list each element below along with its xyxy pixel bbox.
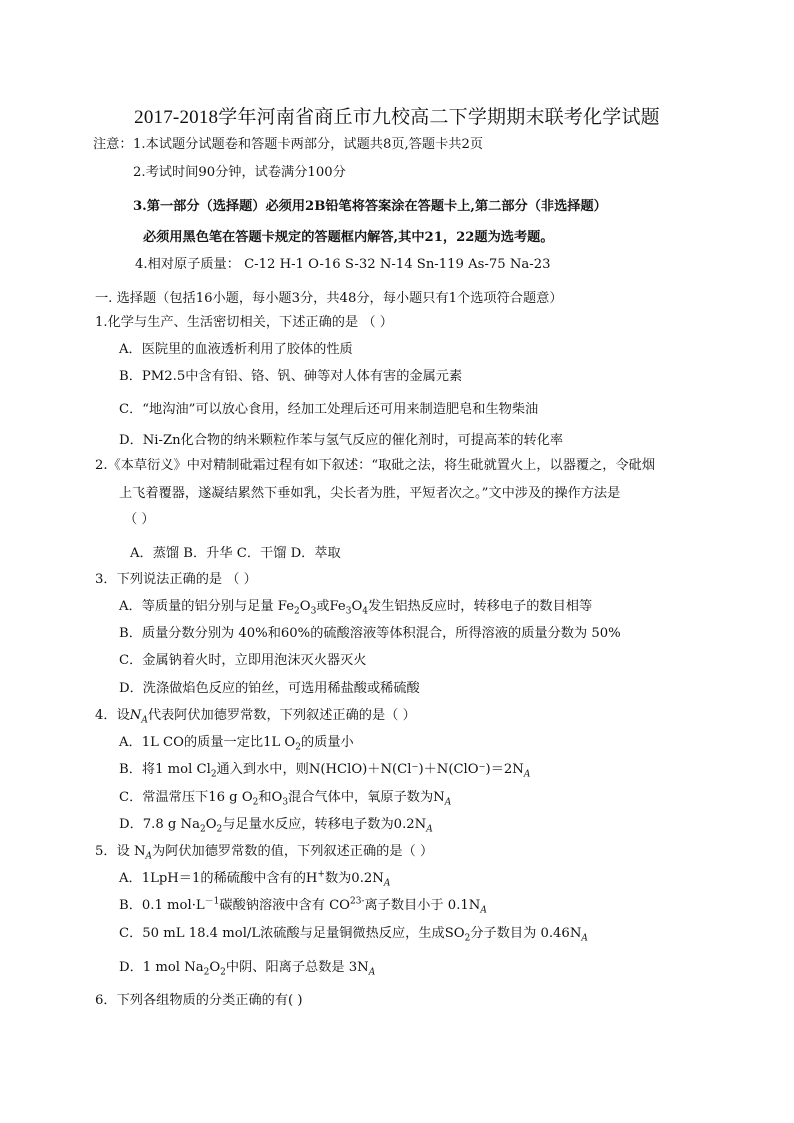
- question-1-stem: 1.化学与生产、生活密切相关，下述正确的是 （ ）: [95, 315, 393, 330]
- question-3-option-a: A．等质量的铝分别与足量 $Fe_2O_3$或$Fe_3O_4$发生铝热反应时，转移电子的数目相等: [119, 599, 593, 617]
- question-1-option-d: D．Ni-Zn化合物的纳米颗粒作苯与氢气反应的催化剂时，可提高苯的转化率: [119, 433, 564, 448]
- question-4-stem: 4．设$N_A$代表阿伏加德罗常数，下列叙述正确的是（ ）: [95, 708, 416, 726]
- question-5-option-b: B．0.1 $mol\cdot L^{-1}$碳酸钠溶液中含有 $CO^{23-}$离子数目小于 $0.1N_A$: [119, 896, 487, 916]
- section-heading: 一. 选择题（包括16小题，每小题3分，共48分，每小题只有1个选项符合题意）: [95, 291, 563, 306]
- page-title: 2017-2018学年河南省商丘市九校高二下学期期末联考化学试题: [134, 107, 660, 128]
- question-4-option-b: B．将1 mol $Cl_2$通入到水中，则$N(HClO)+N(Cl^-)+N(ClO^-)=2N_A$: [119, 762, 531, 780]
- question-5-option-c: C．50 mL 18.4 mol/L浓硫酸与足量铜微热反应，生成$SO_2$分子数目为 $0.46N_A$: [119, 926, 588, 944]
- question-3-option-b: B．质量分数分别为 40%和60%的硫酸溶液等体积混合，所得溶液的质量分数为 50%: [119, 626, 621, 641]
- note-3a: 3.第一部分（选择题）必须用2B铅笔将答案涂在答题卡上,第二部分（非选择题）: [133, 199, 607, 214]
- question-3-option-d: D．洗涤做焰色反应的铂丝，可选用稀盐酸或稀硫酸: [119, 681, 420, 696]
- question-5-stem: 5．设 $N_A$为阿伏加德罗常数的值，下列叙述正确的是（ ）: [95, 844, 434, 862]
- question-2-options: A．蒸馏 B．升华 C．干馏 D．萃取: [130, 546, 341, 561]
- question-3-option-c: C．金属钠着火时，立即用泡沫灭火器灭火: [119, 653, 367, 668]
- question-3-stem: 3．下列说法正确的是 （ ）: [95, 572, 257, 587]
- question-1-option-a: A．医院里的血液透析利用了胶体的性质: [119, 342, 353, 357]
- note-1: 1.本试题分试题卷和答题卡两部分，试题共8页,答题卡共2页: [133, 137, 484, 152]
- notes-label: 注意：: [93, 137, 133, 152]
- question-4-option-a: A．1L CO的质量一定比1L $O_2$的质量小: [119, 735, 354, 753]
- question-6-stem: 6．下列各组物质的分类正确的有( ): [95, 993, 303, 1008]
- question-1-option-b: B．PM2.5中含有铅、铬、钒、砷等对人体有害的金属元素: [119, 369, 463, 384]
- note-3b: 必须用黑色笔在答题卡规定的答题框内解答,其中21，22题为选考题。: [143, 230, 554, 245]
- question-2-stem-3: （ ）: [124, 512, 155, 527]
- question-5-option-a: A．1LpH＝1的稀硫酸中含有的H+数为$0.2N_A$: [119, 869, 391, 889]
- question-2-stem-1: 2.《本草衍义》中对精制砒霜过程有如下叙述：“取砒之法，将生砒就置火上，以器覆之，令砒烟: [95, 458, 656, 473]
- note-2: 2.考试时间90分钟，试卷满分100分: [133, 165, 346, 180]
- question-1-option-c: C．“地沟油”可以放心食用，经加工处理后还可用来制造肥皂和生物柴油: [119, 402, 539, 417]
- question-2-stem-2: 上飞着覆器，遂凝结累然下垂如乳，尖长者为胜，平短者次之。”文中涉及的操作方法是: [119, 486, 621, 501]
- note-4: 4.相对原子质量： C-12 H-1 O-16 S-32 N-14 Sn-119 As-75 Na-23: [135, 257, 551, 272]
- question-4-option-c: C．常温常压下16 g $O_2$和$O_3$混合气体中，氧原子数为$N_A$: [119, 790, 452, 808]
- question-5-option-d: D．1 mol $Na_2O_2$中阴、阳离子总数是 $3N_A$: [119, 960, 376, 978]
- question-4-option-d: D．7.8 g $Na_2O_2$与足量水反应，转移电子数为$0.2N_A$: [119, 817, 433, 835]
